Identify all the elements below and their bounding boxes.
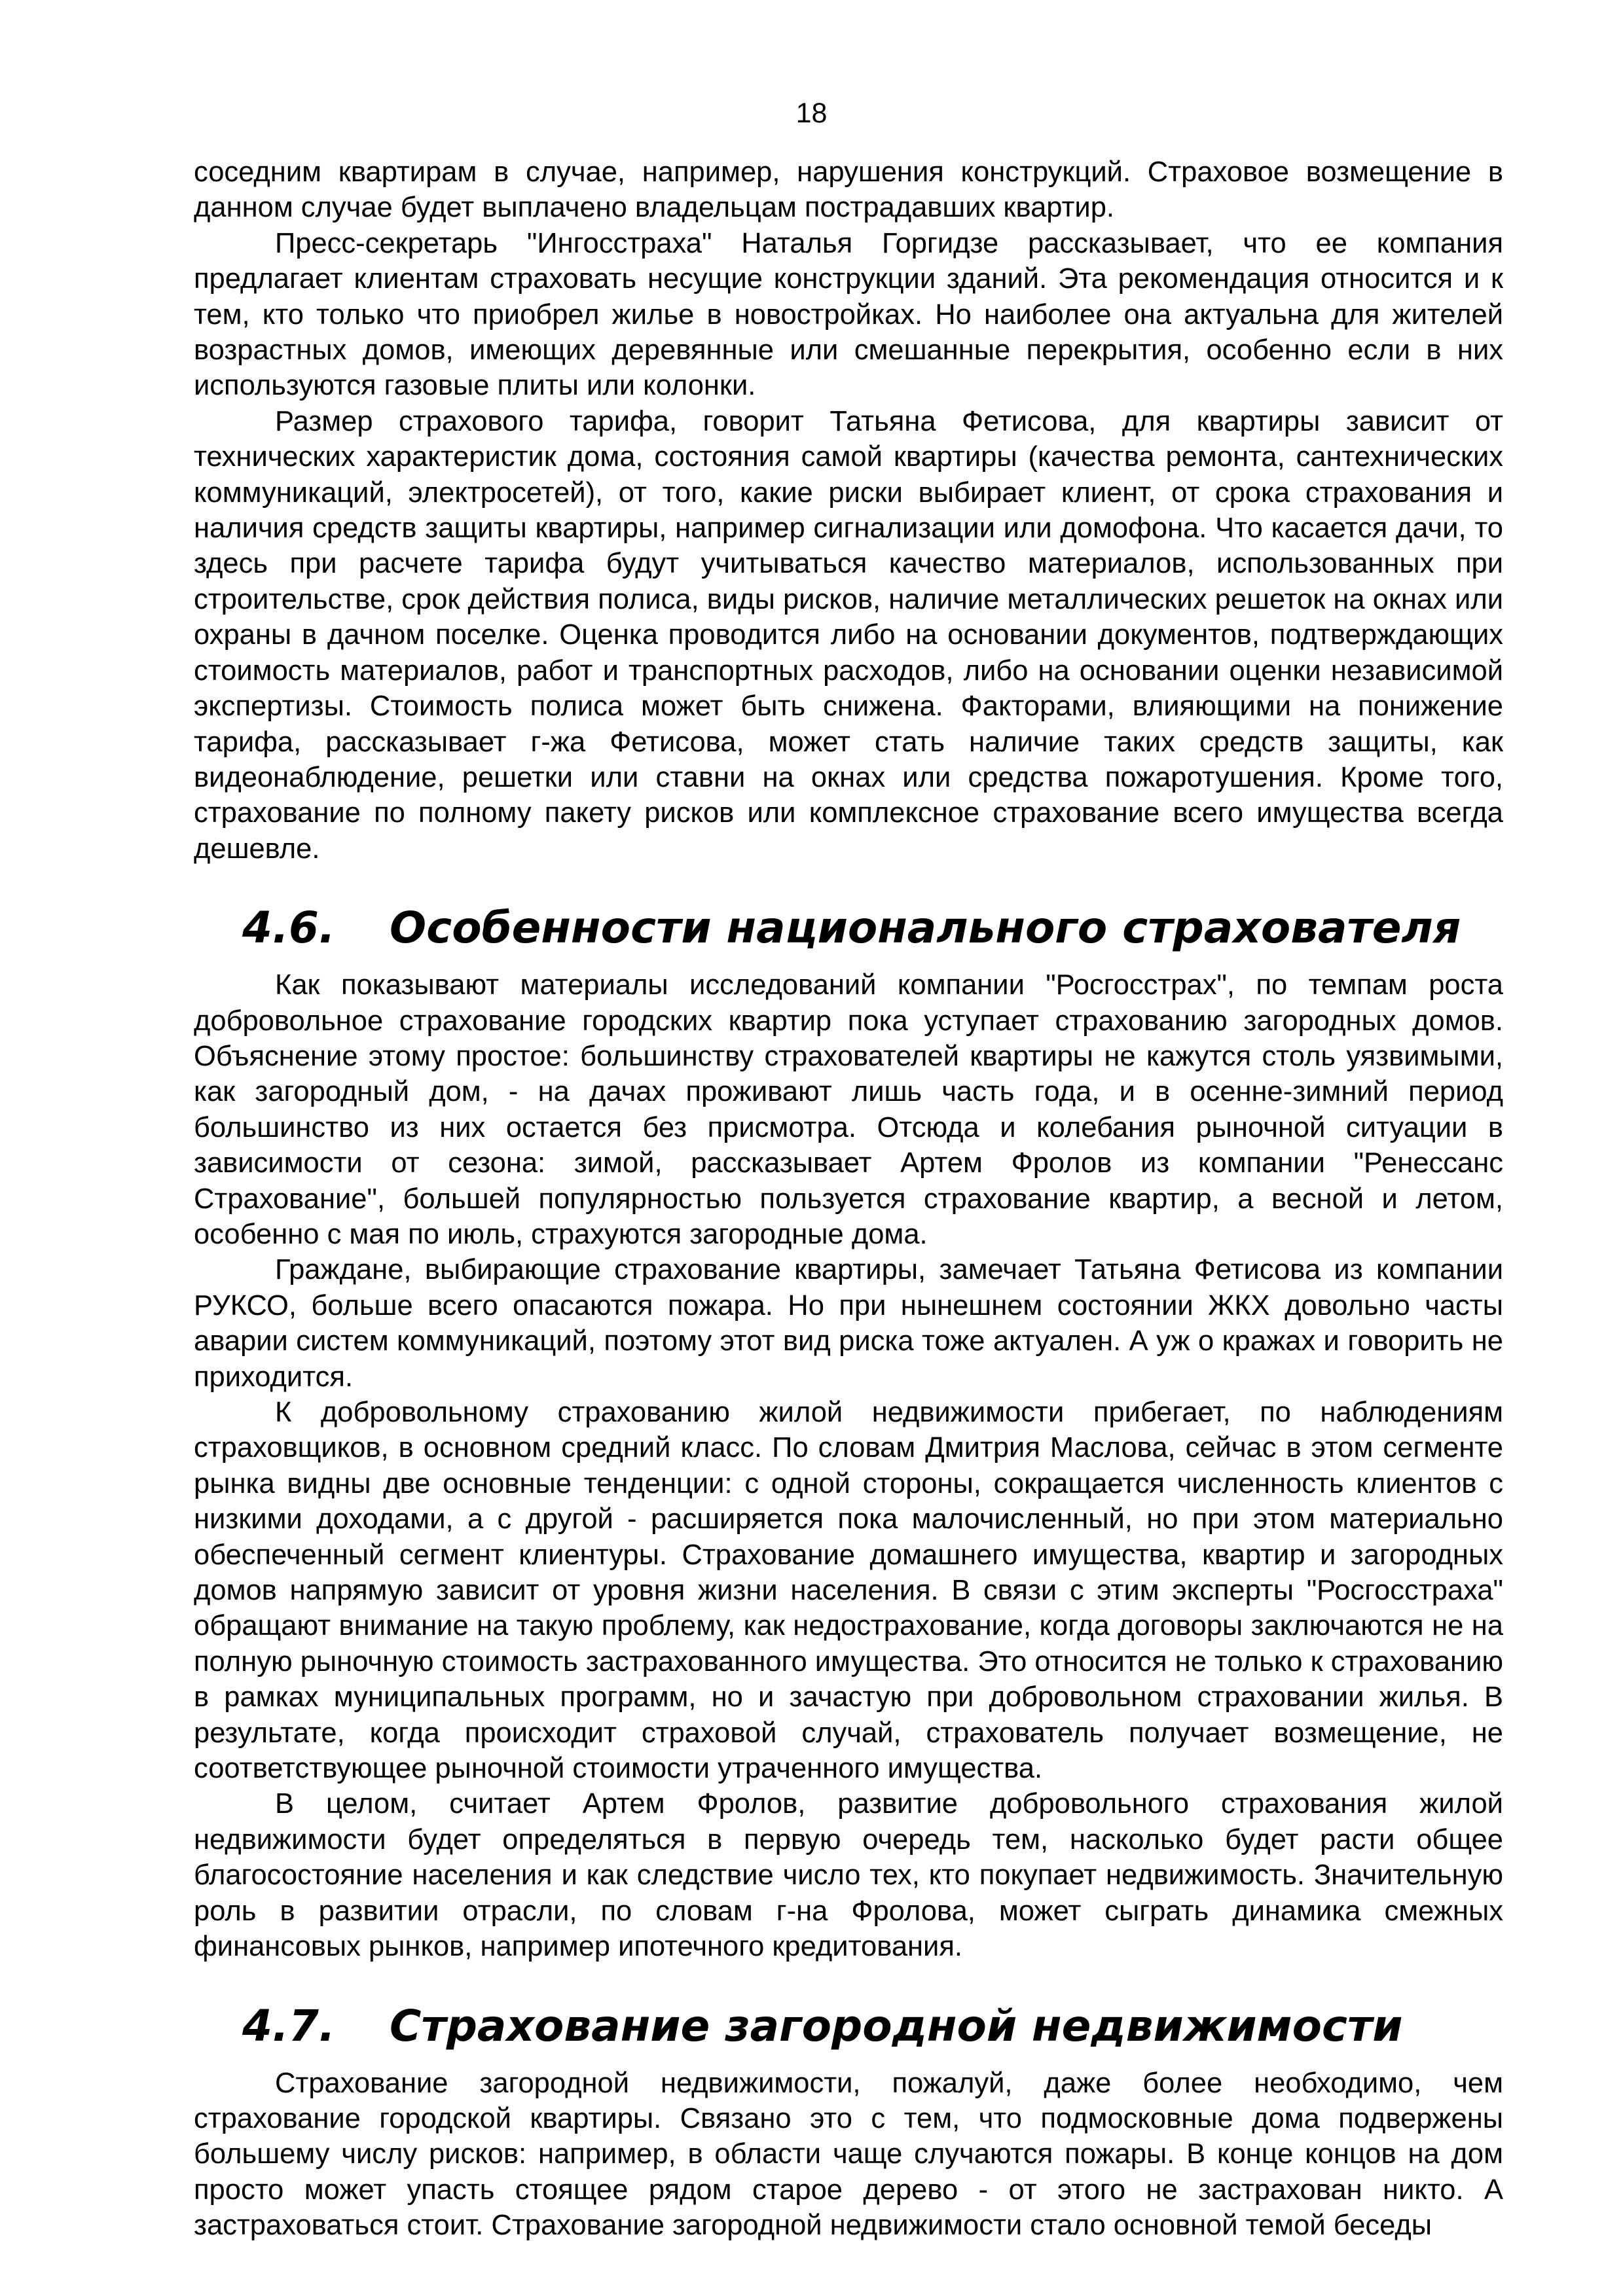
section-number: 4.6. <box>242 903 335 954</box>
paragraph-continuation: соседним квартирам в случае, например, нарушения конструкций. Страховое возмещение в данном случае будет выплачено владельцам пострадавших квартир. <box>194 156 1503 224</box>
section-heading-4-7 <box>194 2000 1503 2053</box>
paragraph-rosgosstrakh-research: Как показывают материалы исследований компании "Росгосстрах", по темпам роста добровольное страхование городских квартир пока уступает страхованию загородных домов. Объяснение этому простое: большинству страхователей квартиры не кажутся столь уязвимыми, как загородный дом, - на дачах проживают лишь часть года, и в осенне-зимний период большинство из них остается без присмотра. Отсюда и колебания рыночной ситуации в зависимости от сезона: зимой, рассказывает Артем Фролов из компании "Ренессанс Страхование", большей популярностью пользуется страхование квартир, а весной и летом, особенно с мая по июль, страхуются загородные дома. <box>194 969 1503 1250</box>
paragraph-development: В целом, считает Артем Фролов, развитие добровольного страхования жилой недвижимости будет определяться в первую очередь тем, насколько будет расти общее благосостояние населения и как следствие число тех, кто покупает недвижимость. Значительную роль в развитии отрасли, по словам г-на Фролова, может сыграть динамика смежных финансовых рынков, например ипотечного кредитования. <box>194 1788 1503 1963</box>
section-number: 4.7. <box>242 2000 335 2051</box>
section-heading-4-6 <box>194 902 1503 954</box>
paragraph-tariff-size: Размер страхового тарифа, говорит Татьяна Фетисова, для квартиры зависит от технических характеристик дома, состояния самой квартиры (качества ремонта, сантехнических коммуникаций, электросетей), от того, какие риски выбирает клиент, от срока страхования и наличия средств защиты квартиры, например сигнализации или домофона. Что касается дачи, то здесь при расчете тарифа будут учитываться качество материалов, использованных при строительстве, срок действия полиса, виды рисков, наличие металлических решеток на окнах или охраны в дачном поселке. Оценка проводится либо на основании документов, подтверждающих стоимость материалов, работ и транспортных расходов, либо на основании оценки независимой экспертизы. Стоимость полиса может быть снижена. Факторами, влияющими на понижение тарифа, рассказывает г-жа Фетисова, может стать наличие таких средств защиты, как видеонаблюдение, решетки или ставни на окнах или средства пожаротушения. Кроме того, страхование по полному пакету рисков или комплексное страхование всего имущества всегда дешевле. <box>194 405 1503 865</box>
paragraph-ingosstrakh: Пресс-секретарь "Ингосстраха" Наталья Горгидзе рассказывает, что ее компания предлагает клиентам страховать несущие конструкции зданий. Эта рекомендация относится и к тем, кто только что приобрел жилье в новостройках. Но наиболее она актуальна для жителей возрастных домов, имеющих деревянные или смешанные перекрытия, особенно если в них используются газовые плиты или колонки. <box>194 227 1503 402</box>
paragraph-country-property: Страхование загородной недвижимости, пожалуй, даже более необходимо, чем страхование городской квартиры. Связано это с тем, что подмосковные дома подвержены большему числу рисков: например, в области чаще случаются пожары. В конце концов на дом просто может упасть стоящее рядом старое дерево - от этого не застрахован никто. А застраховаться стоит. Страхование загородной недвижимости стало основной темой беседы <box>194 2067 1503 2242</box>
paragraph-fire-fears: Граждане, выбирающие страхование квартиры, замечает Татьяна Фетисова из компании РУКСО, больше всего опасаются пожара. Но при нынешнем состоянии ЖКХ довольно часты аварии систем коммуникаций, поэтому этот вид риска тоже актуален. А уж о кражах и говорить не приходится. <box>194 1254 1503 1393</box>
page-body <box>194 154 1503 2244</box>
section-title: Особенности национального страхователя <box>390 903 1461 954</box>
paragraph-middle-class: К добровольному страхованию жилой недвижимости прибегает, по наблюдениям страховщиков, в основном средний класс. По словам Дмитрия Маслова, сейчас в этом сегменте рынка видны две основные тенденции: с одной стороны, сокращается численность клиентов с низкими доходами, а с другой - расширяется пока малочисленный, но при этом материально обеспеченный сегмент клиентуры. Страхование домашнего имущества, квартир и загородных домов напрямую зависит от уровня жизни населения. В связи с этим эксперты "Росгосстраха" обращают внимание на такую проблему, как недострахование, когда договоры заключаются не на полную рыночную стоимость застрахованного имущества. Это относится не только к страхованию в рамках муниципальных программ, но и зачастую при добровольном страховании жилья. В результате, когда происходит страховой случай, страхователь получает возмещение, не соответствующее рыночной стоимости утраченного имущества. <box>194 1397 1503 1785</box>
section-title: Страхование загородной недвижимости <box>390 2000 1403 2051</box>
page-number: 18 <box>795 98 828 129</box>
